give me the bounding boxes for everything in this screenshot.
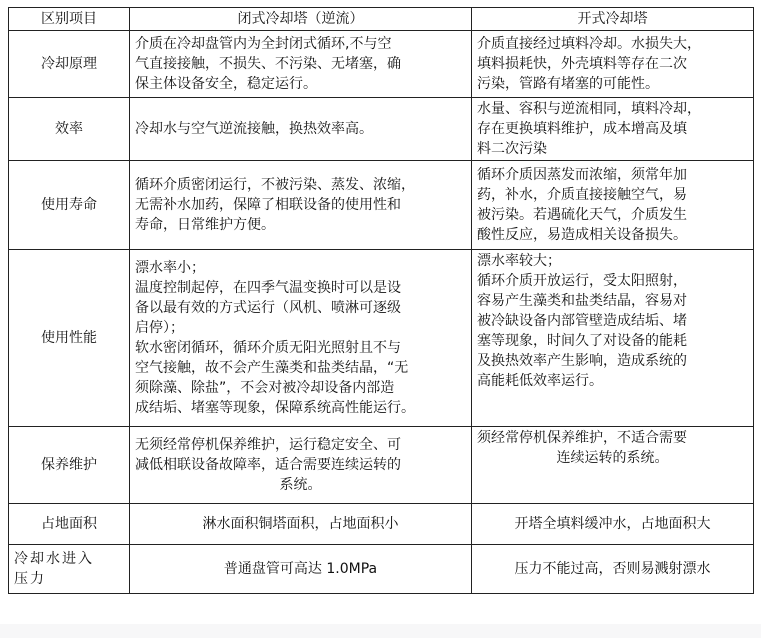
cell-line: 水量、容积与逆流相同，填料冷却，	[477, 101, 701, 117]
cell-line: 循环介质密闭运行，不被污染、蒸发、浓缩，	[135, 177, 415, 193]
cell-line: 软水密闭循环，循环介质无阳光照射且不与	[135, 340, 401, 356]
header-closed-tower: 闭式冷却塔（逆流）	[130, 8, 472, 31]
closed-cell	[130, 545, 472, 594]
open-cell	[472, 427, 754, 504]
row-label: 冷却原理	[9, 31, 130, 98]
open-cell	[472, 161, 754, 250]
open-cell	[472, 250, 754, 427]
cell-line: 漂水率小；	[135, 260, 205, 276]
table-row	[9, 161, 754, 250]
table-row	[9, 31, 754, 98]
table-header-row	[9, 8, 754, 31]
cell-line: 连续运转的系统。	[556, 450, 669, 466]
header-open-tower: 开式冷却塔	[472, 8, 754, 31]
cell-line: 空气接触，故不会产生藻类和盐类结晶，“无	[135, 360, 409, 376]
cell-line: 寿命，日常维护方便。	[135, 217, 275, 233]
cell-line: 被冷缺设备内部管壁造成结垢、堵	[477, 313, 687, 329]
open-cell	[472, 98, 754, 161]
cell-line: 成结垢、堵塞等现象，保障系统高性能运行。	[135, 400, 415, 416]
cell-line: 酸性反应，易造成相关设备损失。	[477, 227, 687, 243]
cell-line: 气直接接触，不损失、不污染、无堵塞，确	[135, 56, 401, 72]
cell-line: 温度控制起停，在四季气温变换时可以是设	[135, 280, 401, 296]
cell-line: 漂水率较大；	[477, 253, 561, 269]
row-label: 使用性能	[9, 250, 130, 427]
table-row	[9, 250, 754, 427]
cell-line: 保主体设备安全，稳定运行。	[135, 76, 317, 92]
table-row	[9, 98, 754, 161]
cell-line: 淋水面积铜塔面积，占地面积小	[202, 516, 399, 532]
open-cell	[472, 31, 754, 98]
cell-line: 须经常停机保养维护，不适合需要	[477, 430, 687, 446]
cell-line: 减低相联设备故障率，适合需要连续运转的	[135, 457, 401, 473]
header-item: 区别项目	[9, 8, 130, 31]
table-row	[9, 545, 754, 594]
row-label	[9, 545, 130, 594]
table-row	[9, 427, 754, 504]
closed-cell	[130, 98, 472, 161]
row-label-line: 压力	[14, 571, 46, 587]
cell-line: 容易产生藻类和盐类结晶，容易对	[477, 293, 687, 309]
cell-line: 存在更换填料维护，成本增高及填	[477, 121, 687, 137]
row-label: 占地面积	[9, 504, 130, 545]
cell-line: 压力不能过高，否则易溅射漂水	[514, 561, 711, 577]
closed-cell	[130, 250, 472, 427]
cell-line: 高能耗低效率运行。	[477, 373, 603, 389]
cell-line: 介质直接经过填料冷却。水损失大，	[477, 36, 701, 52]
closed-cell	[130, 427, 472, 504]
cell-line: 污染，管路有堵塞的可能性。	[477, 76, 659, 92]
table-row	[9, 504, 754, 545]
cell-line: 系统。	[279, 477, 322, 493]
closed-cell	[130, 31, 472, 98]
cell-line: 药，补水，介质直接接触空气，易	[477, 187, 687, 203]
cell-line: 被污染。若遇硫化天气，介质发生	[477, 207, 687, 223]
cell-line: 无须经常停机保养维护，运行稳定安全、可	[135, 437, 401, 453]
cell-line: 备以最有效的方式运行（风机、喷淋可逐级	[135, 300, 401, 316]
row-label-line: 冷却水进入	[14, 551, 94, 567]
cell-line: 循环介质因蒸发而浓缩，须常年加	[477, 167, 687, 183]
comparison-table	[8, 7, 754, 594]
cell-line: 介质在冷却盘管内为全封闭式循环,不与空	[135, 36, 392, 52]
cell-line: 启停）；	[135, 320, 184, 336]
cell-line: 冷却水与空气逆流接触，换热效率高。	[135, 121, 373, 137]
row-label: 效率	[9, 98, 130, 161]
cell-line: 塞等现象，时间久了对设备的能耗	[477, 333, 687, 349]
cell-line: 无需补水加药，保障了相联设备的使用性和	[135, 197, 401, 213]
row-label: 使用寿命	[9, 161, 130, 250]
closed-cell	[130, 161, 472, 250]
cell-line: 及换热效率产生影响，造成系统的	[477, 353, 687, 369]
open-cell	[472, 504, 754, 545]
row-label: 保养维护	[9, 427, 130, 504]
cell-line: 填料损耗快，外壳填料等存在二次	[477, 56, 687, 72]
cell-line: 循环介质开放运行，受太阳照射，	[477, 273, 687, 289]
cell-line: 料二次污染	[477, 141, 547, 157]
cell-line: 须除藻、除盐”，不会对被冷却设备内部造	[135, 380, 395, 396]
closed-cell	[130, 504, 472, 545]
cell-line: 开塔全填料缓冲水，占地面积大	[514, 516, 711, 532]
open-cell	[472, 545, 754, 594]
cell-line: 普通盘管可高达 1.0MPa	[223, 561, 378, 577]
